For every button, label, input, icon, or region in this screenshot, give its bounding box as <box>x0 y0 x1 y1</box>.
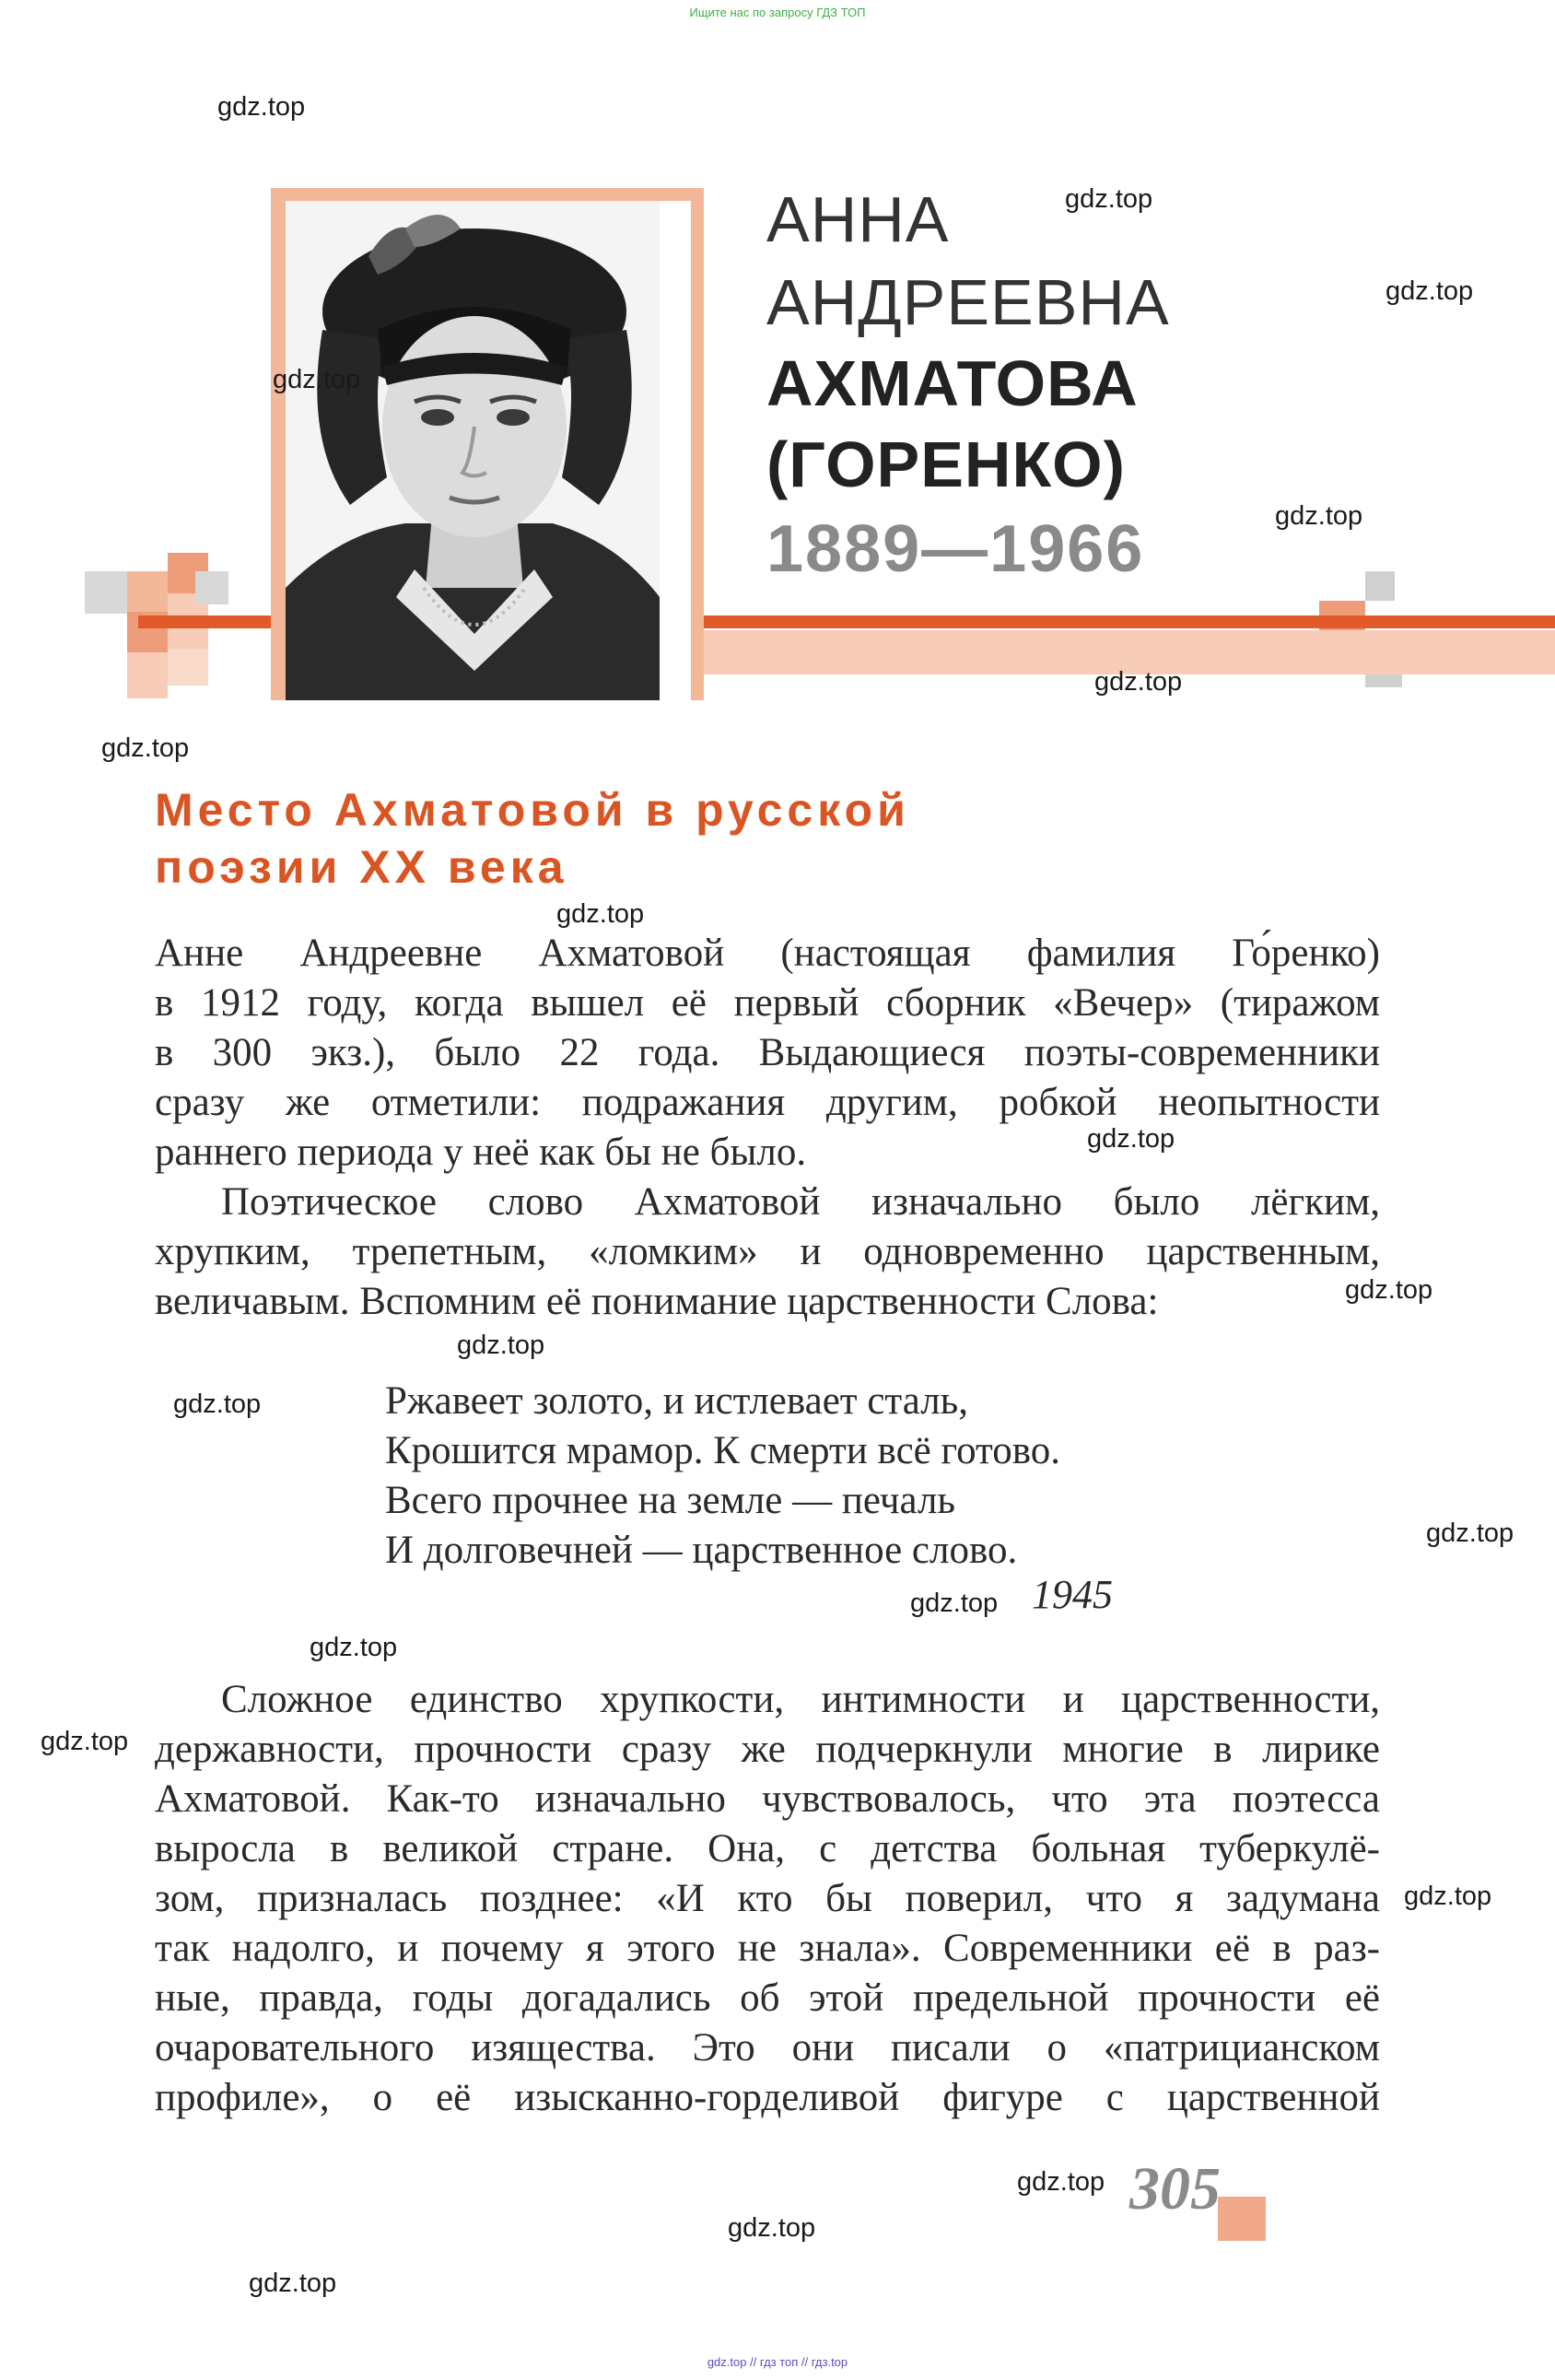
poem-date: 1945 <box>1032 1572 1113 1617</box>
section-heading-line2: поэзии XX века <box>155 841 568 893</box>
section-heading <box>155 781 1076 896</box>
watermark: gdz.top <box>1065 184 1153 214</box>
section-heading-line1: Место Ахматовой в русской <box>155 784 910 836</box>
bottom-note: gdz.top // гдз топ // гдз.top <box>707 2355 848 2369</box>
top-note: Ищите нас по запросу ГДЗ ТОП <box>689 6 866 19</box>
text-line: хрупким, трепетным, «ломким» и одновременно царственным, <box>155 1230 1380 1273</box>
poem-line: Ржавеет золото, и истлевает сталь, <box>385 1379 969 1423</box>
author-birth-surname: (ГОРЕНКО) <box>766 428 1126 500</box>
author-surname: АХМАТОВА <box>766 347 1139 419</box>
text-line: выросла в великой стране. Она, с детства больная туберкулё- <box>155 1827 1380 1870</box>
text-line: зом, призналась позднее: «И кто бы поверил, что я задумана <box>155 1877 1380 1920</box>
watermark: gdz.top <box>1087 1124 1175 1154</box>
text-line: Анне Андреевне Ахматовой (настоящая фамилия Го́ренко) <box>155 932 1380 975</box>
watermark: gdz.top <box>1094 667 1183 697</box>
author-years: 1889—1966 <box>766 512 1145 586</box>
author-first-name: АННА <box>766 183 950 255</box>
paragraph-3 <box>155 1675 1380 2123</box>
portrait-illustration <box>286 201 660 700</box>
page-number-square <box>1218 2197 1266 2241</box>
watermark: gdz.top <box>101 733 190 763</box>
watermark: gdz.top <box>1385 276 1474 306</box>
text-line: профиле», о её изысканно-горделивой фигуре с царственной <box>155 2076 1380 2119</box>
poem <box>385 1377 1060 1576</box>
watermark: gdz.top <box>1345 1275 1433 1305</box>
paragraph-2 <box>155 1178 1380 1327</box>
poem-line: Крошится мрамор. К смерти всё готово. <box>385 1429 1060 1472</box>
watermark: gdz.top <box>1017 2167 1105 2197</box>
watermark: gdz.top <box>1275 501 1363 531</box>
poem-line: Всего прочнее на земле — печаль <box>385 1479 956 1522</box>
watermark: gdz.top <box>1404 1882 1492 1911</box>
text-line: державности, прочности сразу же подчеркнули многие в лирике <box>155 1728 1380 1771</box>
page-number: 305 <box>1129 2155 1221 2222</box>
watermark: gdz.top <box>173 1389 262 1419</box>
text-line: Поэтическое слово Ахматовой изначально было лёгким, <box>221 1180 1380 1224</box>
decor-squares-left <box>85 516 232 700</box>
watermark: gdz.top <box>249 2269 337 2298</box>
text-line: Сложное единство хрупкости, интимности и царственности, <box>221 1678 1380 1721</box>
watermark: gdz.top <box>41 1727 129 1756</box>
text-line: ные, правда, годы догадались об этой предельной прочности её <box>155 1976 1380 2020</box>
portrait-photo <box>286 201 660 700</box>
text-line: очаровательного изящества. Это они писали о «патрицианском <box>155 2026 1380 2069</box>
text-line: в 1912 году, когда вышел её первый сборник «Вечер» (тиражом <box>155 981 1380 1025</box>
text-line: так надолго, и почему я этого не знала». Современники её в раз- <box>155 1927 1380 1970</box>
watermark: gdz.top <box>217 92 306 122</box>
text-line: раннего периода у неё как бы не было. <box>155 1131 807 1174</box>
text-line: в 300 экз.), было 22 года. Выдающиеся поэты-современники <box>155 1031 1380 1074</box>
poem-line: И долговечней — царственное слово. <box>385 1529 1018 1572</box>
watermark: gdz.top <box>310 1633 398 1662</box>
author-patronymic: АНДРЕЕВНА <box>766 266 1170 338</box>
paragraph-1 <box>155 929 1380 1178</box>
watermark: gdz.top <box>556 899 645 929</box>
text-line: величавым. Вспомним её понимание царственности Слова: <box>155 1280 1159 1323</box>
watermark: gdz.top <box>728 2213 816 2243</box>
watermark: gdz.top <box>457 1331 545 1360</box>
text-line: сразу же отметили: подражания другим, робкой неопытности <box>155 1081 1380 1124</box>
watermark: gdz.top <box>1426 1518 1514 1548</box>
watermark: gdz.top <box>910 1589 999 1618</box>
watermark: gdz.top <box>273 365 361 394</box>
text-line: Ахматовой. Как-то изначально чувствовалось, что эта поэтесса <box>155 1777 1380 1821</box>
